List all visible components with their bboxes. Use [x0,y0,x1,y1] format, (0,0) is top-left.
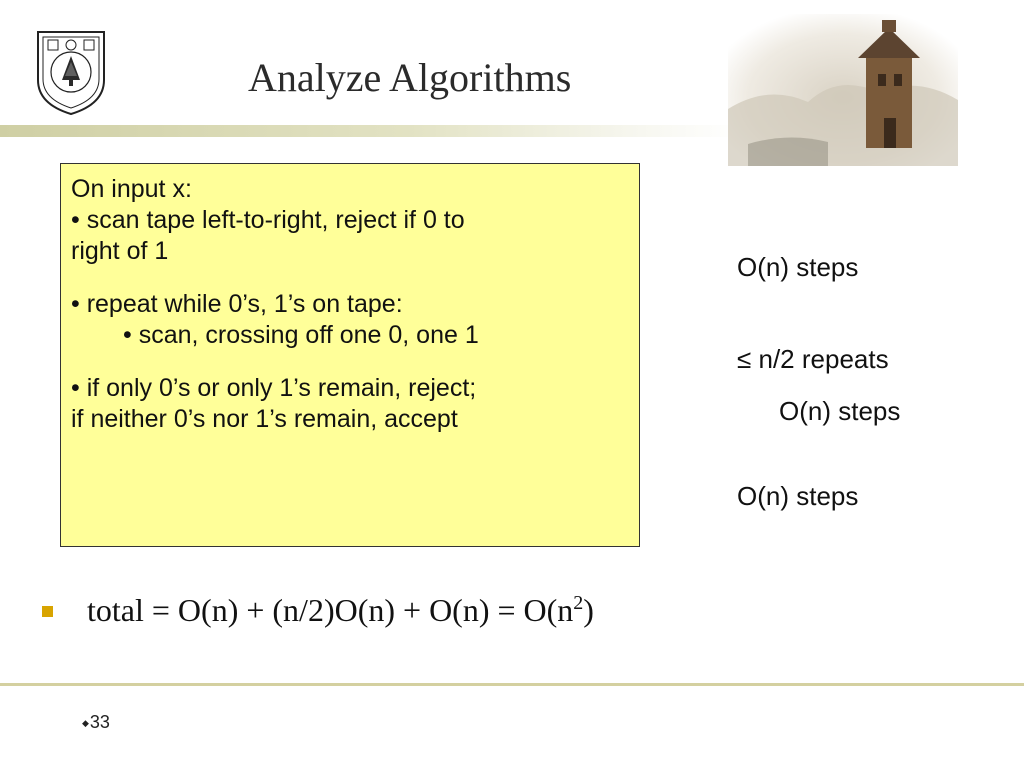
algorithm-box [60,163,640,547]
total-expression-main: total = O(n) + (n/2)O(n) + O(n) = O(n [87,592,574,628]
cost-final-check: O(n) steps [737,481,859,511]
diamond-icon: ◆ [82,718,89,728]
cost-crossing: O(n) steps [779,396,901,426]
algorithm-line: • repeat while 0’s, 1’s on tape: [71,290,403,318]
algorithm-line: On input x: [71,175,192,203]
header-divider [0,125,740,137]
algorithm-line: • scan, crossing off one 0, one 1 [123,321,479,349]
total-expression [87,592,594,629]
cost-scan: O(n) steps [737,252,859,282]
algorithm-line: • if only 0’s or only 1’s remain, reject; [71,374,477,402]
campus-tower-photo [728,14,958,166]
algorithm-line: right of 1 [71,237,169,265]
total-expression-close: ) [583,592,594,628]
algorithm-line: • scan tape left-to-right, reject if 0 to [71,206,465,234]
page-number [82,712,110,733]
slide-title: Analyze Algorithms [248,55,572,100]
page-number-value: 33 [89,712,110,732]
algorithm-line: if neither 0’s nor 1’s remain, accept [71,405,458,433]
university-seal-logo [34,28,108,116]
square-bullet-icon [42,606,53,617]
total-exponent: 2 [573,592,584,614]
cost-repeats: ≤ n/2 repeats [737,344,889,374]
footer-divider [0,683,1024,686]
